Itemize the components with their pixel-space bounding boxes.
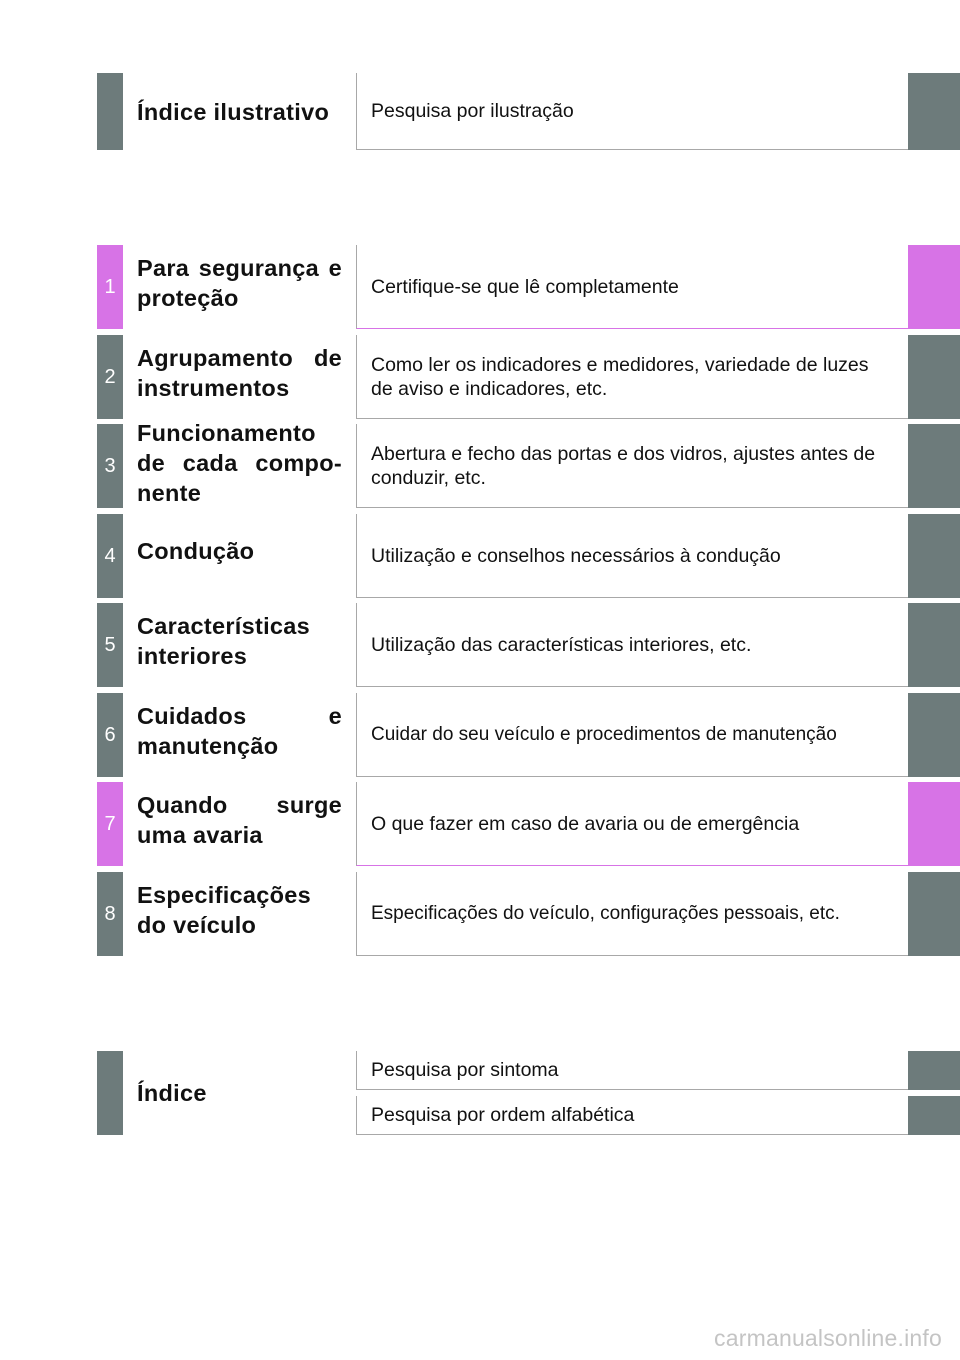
left-tab-bar: [97, 73, 123, 150]
right-tab-bar: [908, 73, 960, 150]
chapter-number-tab: 3: [97, 424, 123, 508]
chapter-row-5[interactable]: [97, 603, 960, 687]
chapter-title: Quando surge uma avaria: [137, 792, 342, 848]
chapter-row-4[interactable]: [97, 514, 960, 598]
chapter-side-tab[interactable]: [908, 872, 960, 956]
chapter-title: Cuidados e manutenção: [137, 703, 342, 759]
chapter-title: Agrupamento de instrumentos: [137, 345, 342, 401]
chapter-title: Características interiores: [137, 613, 311, 669]
chapter-title: Funcionamento de cada compo-nente: [137, 420, 342, 506]
index-side-tab-symptom[interactable]: [908, 1051, 960, 1090]
chapter-side-tab[interactable]: [908, 424, 960, 508]
illustrative-index-link[interactable]: [356, 73, 908, 150]
chapter-row-6[interactable]: [97, 693, 960, 777]
chapter-side-tab[interactable]: [908, 603, 960, 687]
chapter-row-7[interactable]: [97, 782, 960, 866]
chapter-description-text: Especificações do veículo, configurações pessoais, etc.: [371, 902, 840, 924]
chapter-row-3[interactable]: [97, 420, 960, 508]
index-link-text: Pesquisa por sintoma: [371, 1058, 559, 1081]
illustrative-index-title: Índice ilustrativo: [137, 98, 330, 125]
chapter-title: Especificações do veículo: [137, 882, 312, 938]
chapter-description-text: O que fazer em caso de avaria ou de emergência: [371, 812, 800, 835]
watermark: carmanualsonline.info: [714, 1325, 942, 1351]
index-link-symptom[interactable]: [356, 1051, 908, 1090]
chapter-number-tab: 1: [97, 245, 123, 329]
chapter-description[interactable]: [356, 245, 908, 329]
chapter-number-tab: 5: [97, 603, 123, 687]
link-text: Pesquisa por ilustração: [371, 100, 574, 122]
chapter-description-text: Certifique-se que lê completamente: [371, 275, 679, 298]
chapter-side-tab[interactable]: [908, 335, 960, 419]
chapter-number-tab: 7: [97, 782, 123, 866]
chapter-side-tab[interactable]: [908, 245, 960, 329]
left-tab-bar: [97, 1051, 123, 1135]
chapter-side-tab[interactable]: [908, 693, 960, 777]
chapter-description[interactable]: [356, 335, 908, 419]
index-side-tab-alphabetical[interactable]: [908, 1096, 960, 1135]
index-link-text: Pesquisa por ordem alfabética: [371, 1103, 635, 1126]
chapter-description[interactable]: [356, 424, 908, 508]
chapter-description[interactable]: [356, 514, 908, 598]
chapter-description[interactable]: [356, 603, 908, 687]
chapter-row-1[interactable]: [97, 245, 960, 329]
chapter-number-tab: 2: [97, 335, 123, 419]
chapter-side-tab[interactable]: [908, 514, 960, 598]
chapter-title: Para segurança e proteção: [137, 255, 342, 311]
chapter-number-tab: 6: [97, 693, 123, 777]
index-link-alphabetical[interactable]: [356, 1096, 908, 1135]
chapter-number-tab: 8: [97, 872, 123, 956]
chapter-description-text: Utilização e conselhos necessários à condução: [371, 544, 781, 567]
chapter-description[interactable]: [356, 693, 908, 777]
chapter-description-text: Cuidar do seu veículo e procedimentos de manutenção: [371, 723, 837, 745]
chapter-row-8[interactable]: [97, 872, 960, 956]
chapter-description[interactable]: [356, 782, 908, 866]
chapter-number-tab: 4: [97, 514, 123, 598]
chapter-description-text: Como ler os indicadores e medidores, variedade de luzes de aviso e indicadores, etc.: [371, 353, 869, 400]
chapter-description-text: Abertura e fecho das portas e dos vidros, ajustes antes de conduzir, etc.: [371, 442, 876, 489]
chapter-title: Condução: [137, 538, 255, 564]
chapter-side-tab[interactable]: [908, 782, 960, 866]
chapter-row-2[interactable]: [97, 335, 960, 419]
illustrative-index-row[interactable]: [97, 73, 960, 150]
index-section: [97, 1051, 960, 1135]
index-title: Índice: [137, 1080, 207, 1106]
chapter-description[interactable]: [356, 872, 908, 956]
chapter-description-text: Utilização das características interiores, etc.: [371, 633, 752, 656]
